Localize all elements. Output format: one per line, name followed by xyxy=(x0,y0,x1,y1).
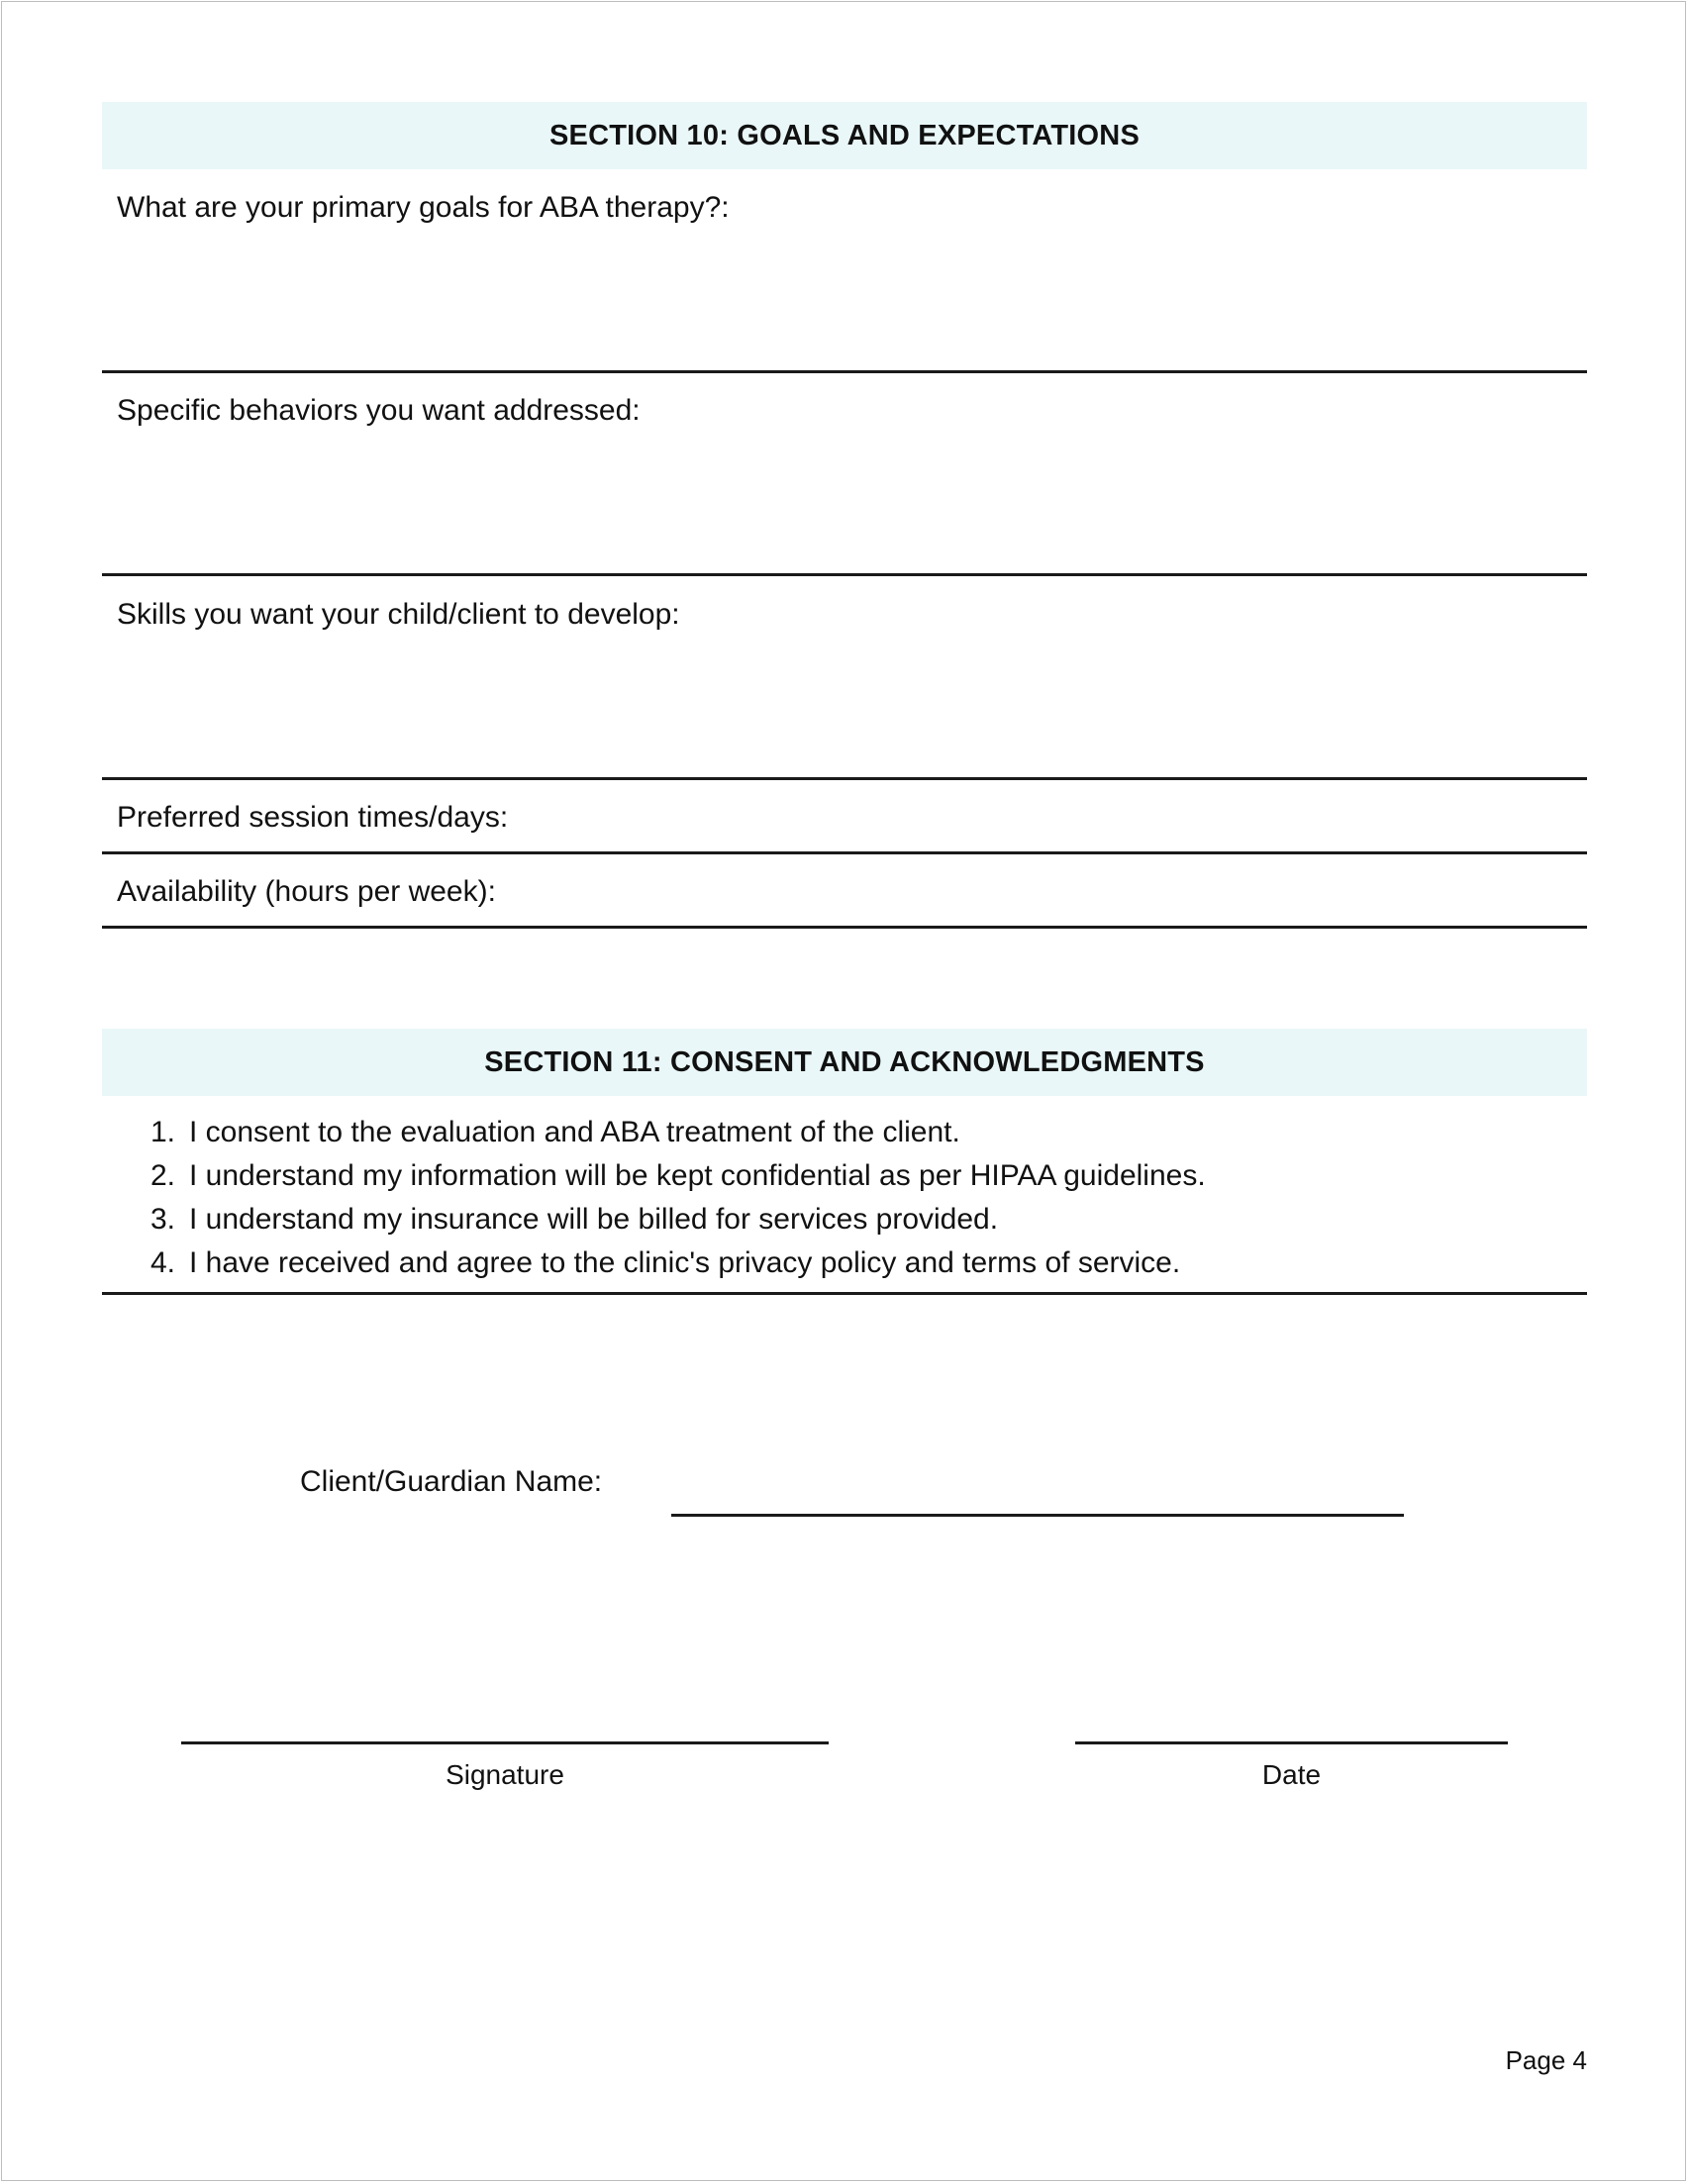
consent-divider xyxy=(102,1292,1587,1295)
consent-item xyxy=(102,1200,1587,1243)
session-times-answer-line[interactable] xyxy=(102,851,1587,854)
section-10-title: SECTION 10: GOALS AND EXPECTATIONS xyxy=(549,119,1140,151)
behaviors-label: Specific behaviors you want addressed: xyxy=(117,394,641,427)
signature-caption: Signature xyxy=(446,1759,564,1790)
availability-label: Availability (hours per week): xyxy=(117,875,496,908)
section-11-header xyxy=(102,1029,1587,1096)
consent-item-text: I consent to the evaluation and ABA treatment of the client. xyxy=(189,1116,960,1148)
section-11-title: SECTION 11: CONSENT AND ACKNOWLEDGMENTS xyxy=(484,1045,1205,1078)
skills-label: Skills you want your child/client to develop: xyxy=(117,598,680,631)
consent-item xyxy=(102,1113,1587,1156)
primary-goals-label: What are your primary goals for ABA therapy?: xyxy=(117,191,730,224)
consent-item-text: I have received and agree to the clinic's privacy policy and terms of service. xyxy=(189,1246,1181,1279)
consent-item xyxy=(102,1243,1587,1287)
consent-item xyxy=(102,1156,1587,1200)
session-times-label: Preferred session times/days: xyxy=(117,801,509,834)
behaviors-answer-line[interactable] xyxy=(102,573,1587,576)
consent-item-number: 4. xyxy=(149,1246,175,1279)
consent-item-number: 1. xyxy=(149,1116,175,1148)
consent-item-number: 3. xyxy=(149,1203,175,1236)
section-10-header xyxy=(102,102,1587,169)
page-number: Page 4 xyxy=(1505,2045,1587,2075)
consent-item-number: 2. xyxy=(149,1159,175,1192)
primary-goals-answer-line[interactable] xyxy=(102,370,1587,373)
availability-answer-line[interactable] xyxy=(102,926,1587,929)
date-caption: Date xyxy=(1261,1759,1322,1790)
guardian-name-label: Client/Guardian Name: xyxy=(300,1465,603,1498)
skills-answer-line[interactable] xyxy=(102,777,1587,780)
consent-item-text: I understand my information will be kept confidential as per HIPAA guidelines. xyxy=(189,1159,1206,1192)
date-line[interactable] xyxy=(1075,1741,1508,1744)
signature-line[interactable] xyxy=(181,1741,829,1744)
consent-list xyxy=(102,1113,1587,1287)
consent-item-text: I understand my insurance will be billed for services provided. xyxy=(189,1203,999,1236)
guardian-name-line[interactable] xyxy=(671,1514,1404,1517)
